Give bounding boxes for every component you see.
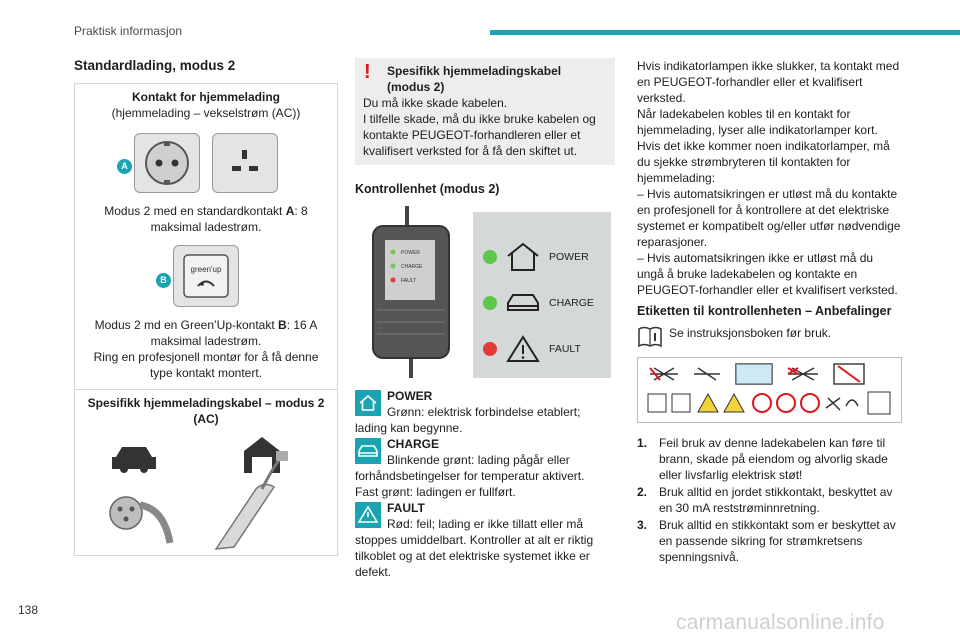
warning-label-illustration	[637, 357, 902, 423]
status-label-power: POWER	[549, 251, 589, 263]
list-item-num: 3.	[637, 518, 648, 532]
device-label-fault: FAULT	[401, 278, 417, 284]
socket-b-wrap	[160, 245, 239, 307]
device-label-charge: CHARGE	[401, 264, 423, 270]
status-label-charge: CHARGE	[549, 297, 594, 309]
status-light-panel	[473, 212, 611, 378]
legend-title-fault: FAULT	[387, 501, 425, 515]
socket-subheading: (hjemmelading – vekselstrøm (AC))	[111, 106, 301, 120]
text-b-bold: B	[278, 318, 287, 332]
list-item-text: Bruk alltid en stikkontakt som er beskyttet av en passende sikring for strømkretsens spenningsnivå.	[659, 518, 896, 564]
control-unit-device-illustration	[355, 206, 465, 378]
list-item-num: 1.	[637, 436, 648, 450]
legend-power	[355, 388, 615, 436]
charging-cable-illustration	[86, 433, 326, 553]
book-icon	[637, 325, 663, 349]
car-outline-icon	[505, 288, 541, 318]
standard-socket-images	[83, 133, 329, 193]
text-b-pre: Modus 2 md en Green’Up-kontakt	[94, 318, 279, 332]
car-icon	[355, 438, 381, 464]
recommendation-list	[637, 435, 902, 565]
indicator-legend	[355, 388, 615, 580]
warning-box	[355, 58, 615, 165]
socket-a-wrap	[121, 133, 200, 193]
legend-text-charge: Blinkende grønt: lading pågår eller forhåndsbetingelser for temperatur aktivert. Fast grønt: ladingen er fullført.	[355, 453, 585, 499]
column-left	[74, 58, 338, 556]
warning-icon: !	[364, 61, 371, 83]
control-unit-figure	[355, 206, 615, 378]
device-label-power: POWER	[401, 250, 420, 256]
marker-b: B	[156, 273, 171, 288]
ev-plug-icon	[110, 497, 170, 543]
instruction-note	[637, 325, 902, 349]
label-section-title: Etiketten til kontrollenheten – Anbefalinger	[637, 304, 892, 318]
list-item-text: Feil bruk av denne ladekabelen kan føre til brann, skade på eiendom og alvorlig skade eller livsfarlig elektrisk støt!	[659, 436, 888, 482]
warning-title: Spesifikk hjemmeladingskabel (modus 2)	[387, 64, 562, 94]
section-title: Standardlading, modus 2	[74, 58, 236, 73]
text-socket-a	[83, 203, 329, 235]
green-light-icon	[483, 250, 497, 264]
legend-text-fault: Rød: feil; lading er ikke tillatt eller må stoppes umiddelbart. Kontroller at alt er riktig tilkoblet og at det elektriske systemet ikke er defekt.	[355, 517, 594, 579]
text-socket-b-extra: Ring en profesjonell montør for å få denne type kontakt montert.	[93, 350, 319, 380]
page-number: 138	[18, 603, 39, 617]
text-socket-b	[83, 317, 329, 349]
socket-heading: Kontakt for hjemmelading	[131, 90, 280, 104]
legend-charge	[355, 436, 615, 500]
green-light-icon	[483, 296, 497, 310]
text-a-pre: Modus 2 med en standardkontakt	[104, 204, 286, 218]
list-item-num: 2.	[637, 485, 648, 499]
legend-title-power: POWER	[387, 389, 433, 403]
warning-triangle-icon	[355, 502, 381, 528]
legend-fault	[355, 500, 615, 580]
list-item	[637, 435, 902, 483]
info-box	[74, 83, 338, 556]
car-icon	[112, 447, 156, 473]
legend-title-charge: CHARGE	[387, 437, 440, 451]
intro-text: Hvis indikatorlampen ikke slukker, ta kontakt med en PEUGEOT-forhandler eller et kvalifisert verksted. Når ladekabelen kobles til en kontakt for hjemmelading, lyser alle indikatorlamper kort. Hvis det ikke kommer noen indikatorlamper, må du sjekke strømbryteren til kontakten for hjemmelading: – Hvis automatsikringen er utløst må du kontakte en profesjonell for å kontrollere at det elektriske systemet er kompatibelt og/eller utfør nødvendige reparasjoner. – Hvis automatsikringen ikke er utløst må du ungå å bruke ladekabelen og kontakte en PEUGEOT-forhandler eller et kvalifisert verksted.	[637, 59, 901, 297]
watermark: carmanualsonline.info	[676, 611, 885, 634]
note-text: Se instruksjonsboken før bruk.	[669, 326, 832, 340]
cable-heading: Spesifikk hjemmeladingskabel – modus 2 (AC)	[87, 396, 325, 426]
greenup-label: green'up	[190, 265, 222, 274]
header-title: Praktisk informasjon	[74, 24, 183, 38]
legend-text-power: Grønn: elektrisk forbindelse etablert; lading kan begynne.	[355, 405, 581, 435]
status-row-power	[483, 242, 589, 272]
status-row-fault	[483, 334, 581, 364]
text-a-post: : 8 maksimal ladestrøm.	[150, 204, 308, 234]
list-item	[637, 484, 902, 516]
marker-a: A	[117, 159, 132, 174]
house-outline-icon	[505, 242, 541, 272]
list-item	[637, 517, 902, 565]
control-unit-title: Kontrollenhet (modus 2)	[355, 182, 500, 196]
uk-socket-icon	[212, 133, 278, 193]
status-label-fault: FAULT	[549, 343, 581, 355]
column-right	[637, 58, 902, 566]
red-light-icon	[483, 342, 497, 356]
schuko-socket-icon	[134, 133, 200, 193]
socket-box	[75, 84, 337, 389]
status-row-charge	[483, 288, 594, 318]
warning-triangle-icon	[505, 334, 541, 364]
column-middle	[355, 58, 615, 580]
greenup-image	[83, 245, 329, 307]
list-item-text: Bruk alltid en jordet stikkontakt, beskyttet av en 30 mA reststrøminnretning.	[659, 485, 893, 515]
header-accent-bar	[490, 30, 960, 35]
greenup-socket-icon	[173, 245, 239, 307]
cable-box	[75, 389, 337, 555]
house-icon	[355, 390, 381, 416]
text-a-bold: A	[285, 204, 295, 218]
text-b-post: : 16 A maksimal ladestrøm.	[150, 318, 318, 348]
warning-text: Du må ikke skade kabelen. I tilfelle skade, må du ikke bruke kabelen og kontakte PEUGEOT-forhandleren eller et kvalifisert verksted for å få den skiftet ut.	[363, 96, 596, 158]
